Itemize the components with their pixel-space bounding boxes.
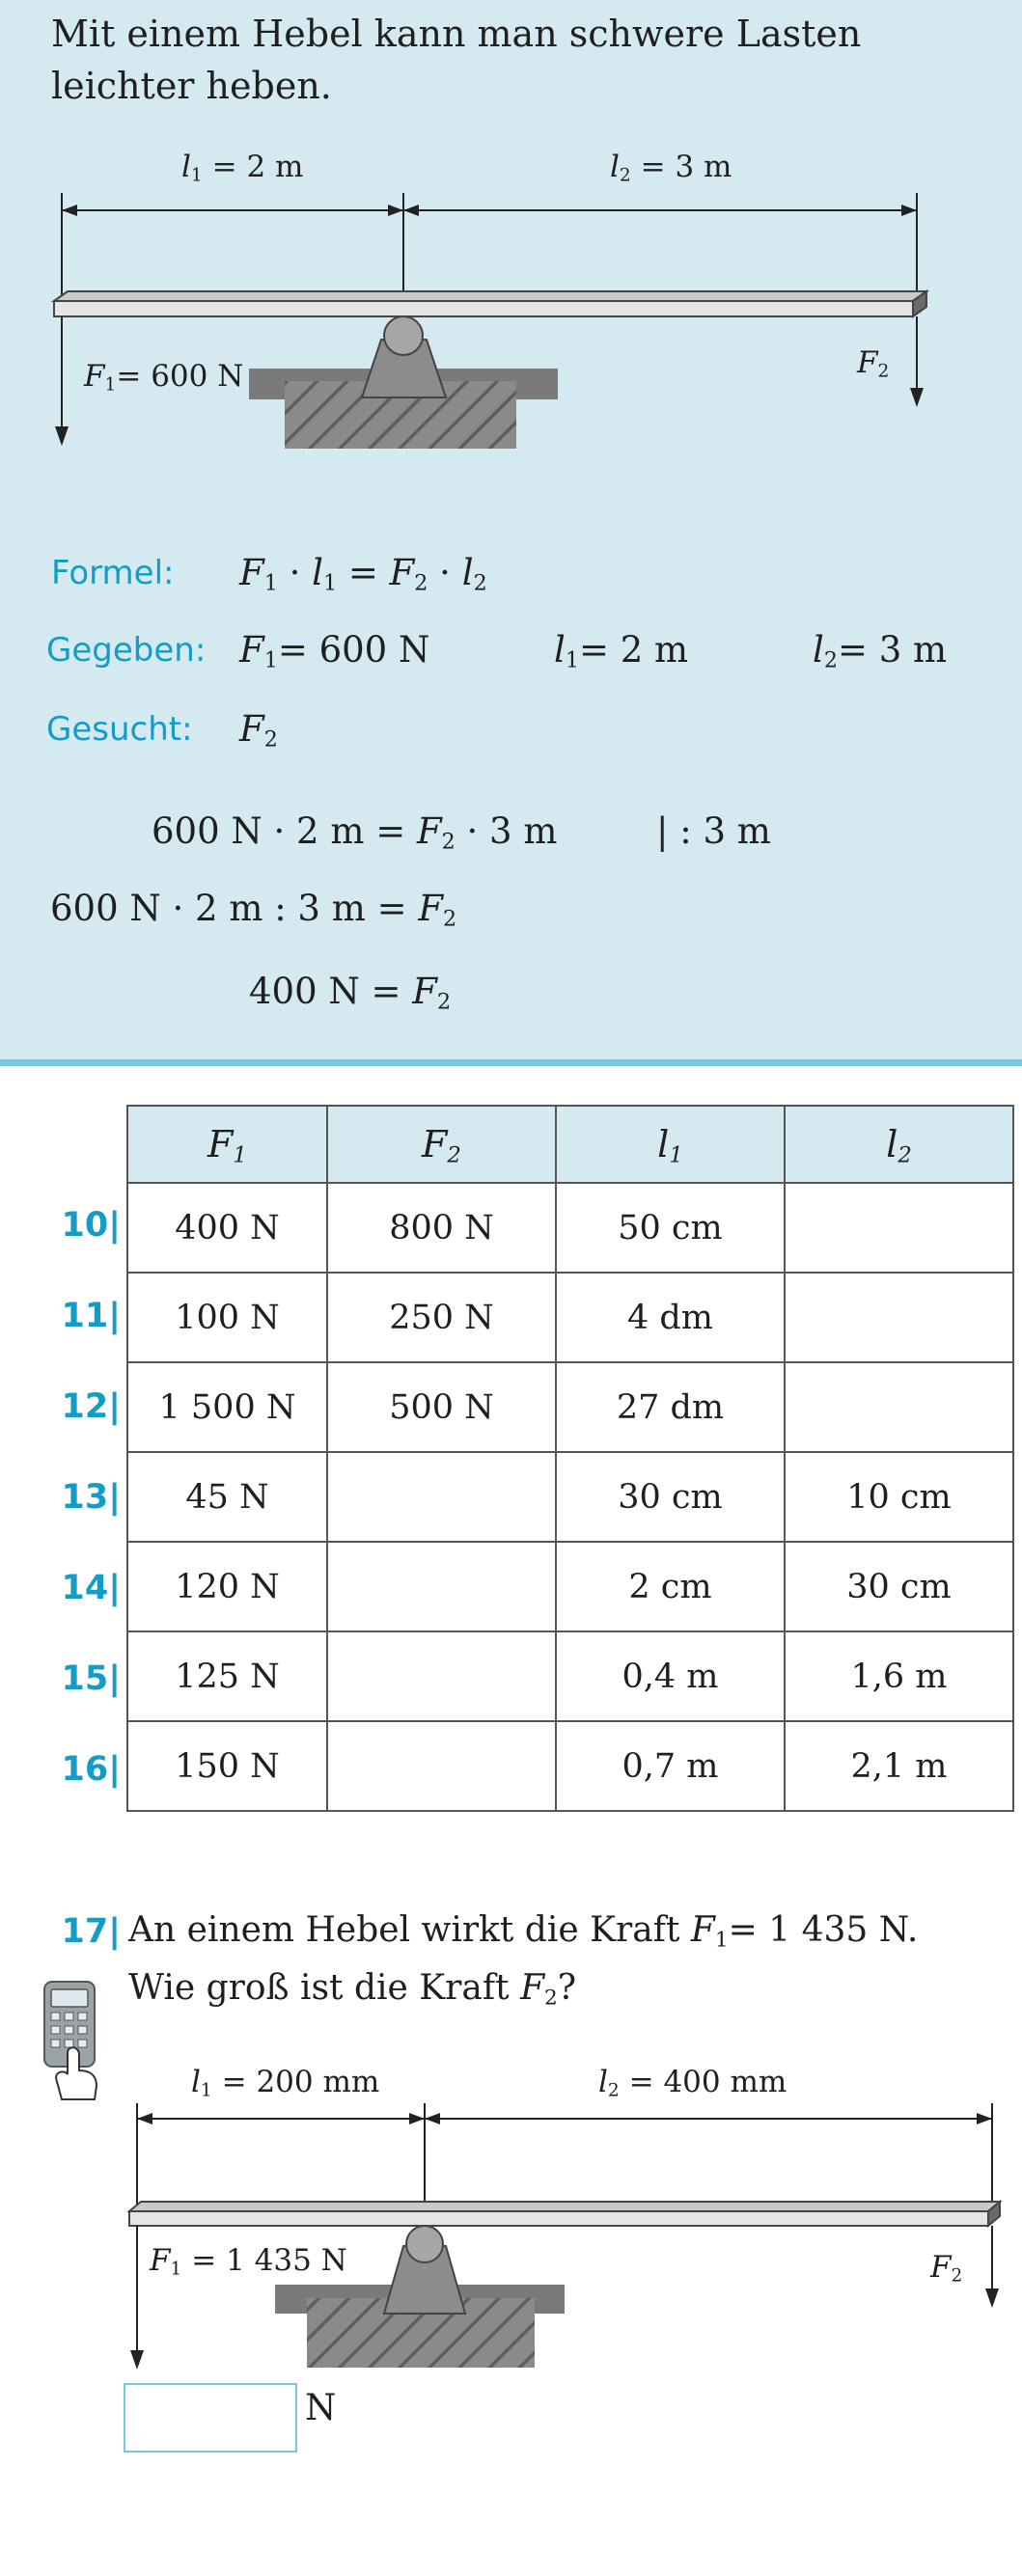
lever2-f1-label: $F_1 = 1$ 435 N (150, 2243, 347, 2280)
task-number-15: 15| (61, 1659, 121, 1698)
table-cell: 10 cm (785, 1452, 1013, 1542)
task-number-11: 11| (61, 1297, 121, 1335)
answer-input-box[interactable] (124, 2383, 297, 2453)
table-cell: 50 cm (556, 1183, 785, 1273)
table-cell: 30 cm (785, 1542, 1013, 1631)
header-f2: $F_2$ (327, 1106, 556, 1183)
header-l1: $l_1$ (556, 1106, 785, 1183)
task-number-13: 13| (61, 1478, 121, 1517)
lever2-l1-label: $l_1 = 200$ mm (191, 2065, 380, 2101)
task-number-17: 17| (61, 1912, 121, 1951)
table-row (127, 1273, 1013, 1362)
answer-cell[interactable] (327, 1631, 556, 1721)
table-cell: 800 N (327, 1183, 556, 1273)
lever1-f1-label: $F_1= 600$ N (84, 359, 244, 396)
gesucht-value: $F_2$ (239, 708, 278, 753)
section-divider (0, 1059, 1022, 1066)
gesucht-label: Gesucht: (46, 710, 193, 749)
lever-diagram-2 (0, 2074, 1022, 2383)
table-cell: 45 N (127, 1452, 327, 1542)
lever1-l1-label: $l_1 = 2$ m (181, 150, 304, 186)
answer-cell[interactable] (785, 1362, 1013, 1452)
table-row (127, 1542, 1013, 1631)
task17-line-2: Wie groß ist die Kraft $F_2$? (128, 1968, 577, 2011)
answer-cell[interactable] (785, 1273, 1013, 1362)
table-cell: 0,4 m (556, 1631, 785, 1721)
task17-line-1: An einem Hebel wirkt die Kraft $F_1= 1$ 435 N. (128, 1910, 919, 1953)
table-row (127, 1362, 1013, 1452)
header-l2: $l_2$ (785, 1106, 1013, 1183)
gegeben-f1: $F_1= 600$ N (239, 629, 430, 673)
task-number-16: 16| (61, 1750, 121, 1789)
task-number-12: 12| (61, 1387, 121, 1426)
step-2: 600 N · 2 m : 3 $m = F_2$ (50, 888, 457, 932)
answer-cell[interactable] (327, 1452, 556, 1542)
intro-line-1: Mit einem Hebel kann man schwere Lasten (51, 13, 862, 55)
table-cell: 120 N (127, 1542, 327, 1631)
table-cell: 250 N (327, 1273, 556, 1362)
table-header-row (127, 1106, 1013, 1183)
gegeben-l1: $l_1= 2$ m (554, 629, 689, 673)
answer-cell[interactable] (327, 1721, 556, 1811)
formel-expression: $F_1 \cdot l_1 = F_2 \cdot l_2$ (239, 552, 487, 596)
table-row (127, 1452, 1013, 1542)
table-cell: 100 N (127, 1273, 327, 1362)
table-cell: 4 dm (556, 1273, 785, 1362)
table-cell: 0,7 m (556, 1721, 785, 1811)
header-f1: $F_1$ (127, 1106, 327, 1183)
lever1-f2-label: $F_2$ (857, 345, 890, 382)
table-cell: 1,6 m (785, 1631, 1013, 1721)
formel-label: Formel: (51, 554, 175, 592)
lever-diagram-1 (0, 125, 1022, 473)
table-cell: 400 N (127, 1183, 327, 1273)
answer-unit: N (305, 2387, 337, 2428)
step-3: 400 $N = F_2$ (249, 971, 452, 1015)
table-row (127, 1631, 1013, 1721)
task-number-14: 14| (61, 1569, 121, 1607)
table-cell: 2 cm (556, 1542, 785, 1631)
answer-cell[interactable] (785, 1183, 1013, 1273)
table-row (127, 1721, 1013, 1811)
lever1-l2-label: $l_2 = 3$ m (610, 150, 732, 186)
table-cell: 125 N (127, 1631, 327, 1721)
table-cell: 2,1 m (785, 1721, 1013, 1811)
lever2-f2-label: $F_2$ (930, 2250, 963, 2287)
lever-table (126, 1105, 1014, 1812)
table-cell: 150 N (127, 1721, 327, 1811)
task-number-10: 10| (61, 1206, 121, 1245)
step-1: 600 N · 2 $m = F_2 \cdot 3$ m (152, 810, 558, 855)
lever2-l2-label: $l_2 = 400$ mm (598, 2065, 787, 2101)
table-cell: 27 dm (556, 1362, 785, 1452)
gegeben-label: Gegeben: (46, 631, 207, 670)
gegeben-l2: $l_2= 3$ m (813, 629, 948, 673)
table-cell: 1 500 N (127, 1362, 327, 1452)
step-1-operation: | : 3 m (656, 810, 771, 852)
table-row (127, 1183, 1013, 1273)
table-cell: 500 N (327, 1362, 556, 1452)
table-cell: 30 cm (556, 1452, 785, 1542)
answer-cell[interactable] (327, 1542, 556, 1631)
intro-line-2: leichter heben. (51, 65, 332, 107)
